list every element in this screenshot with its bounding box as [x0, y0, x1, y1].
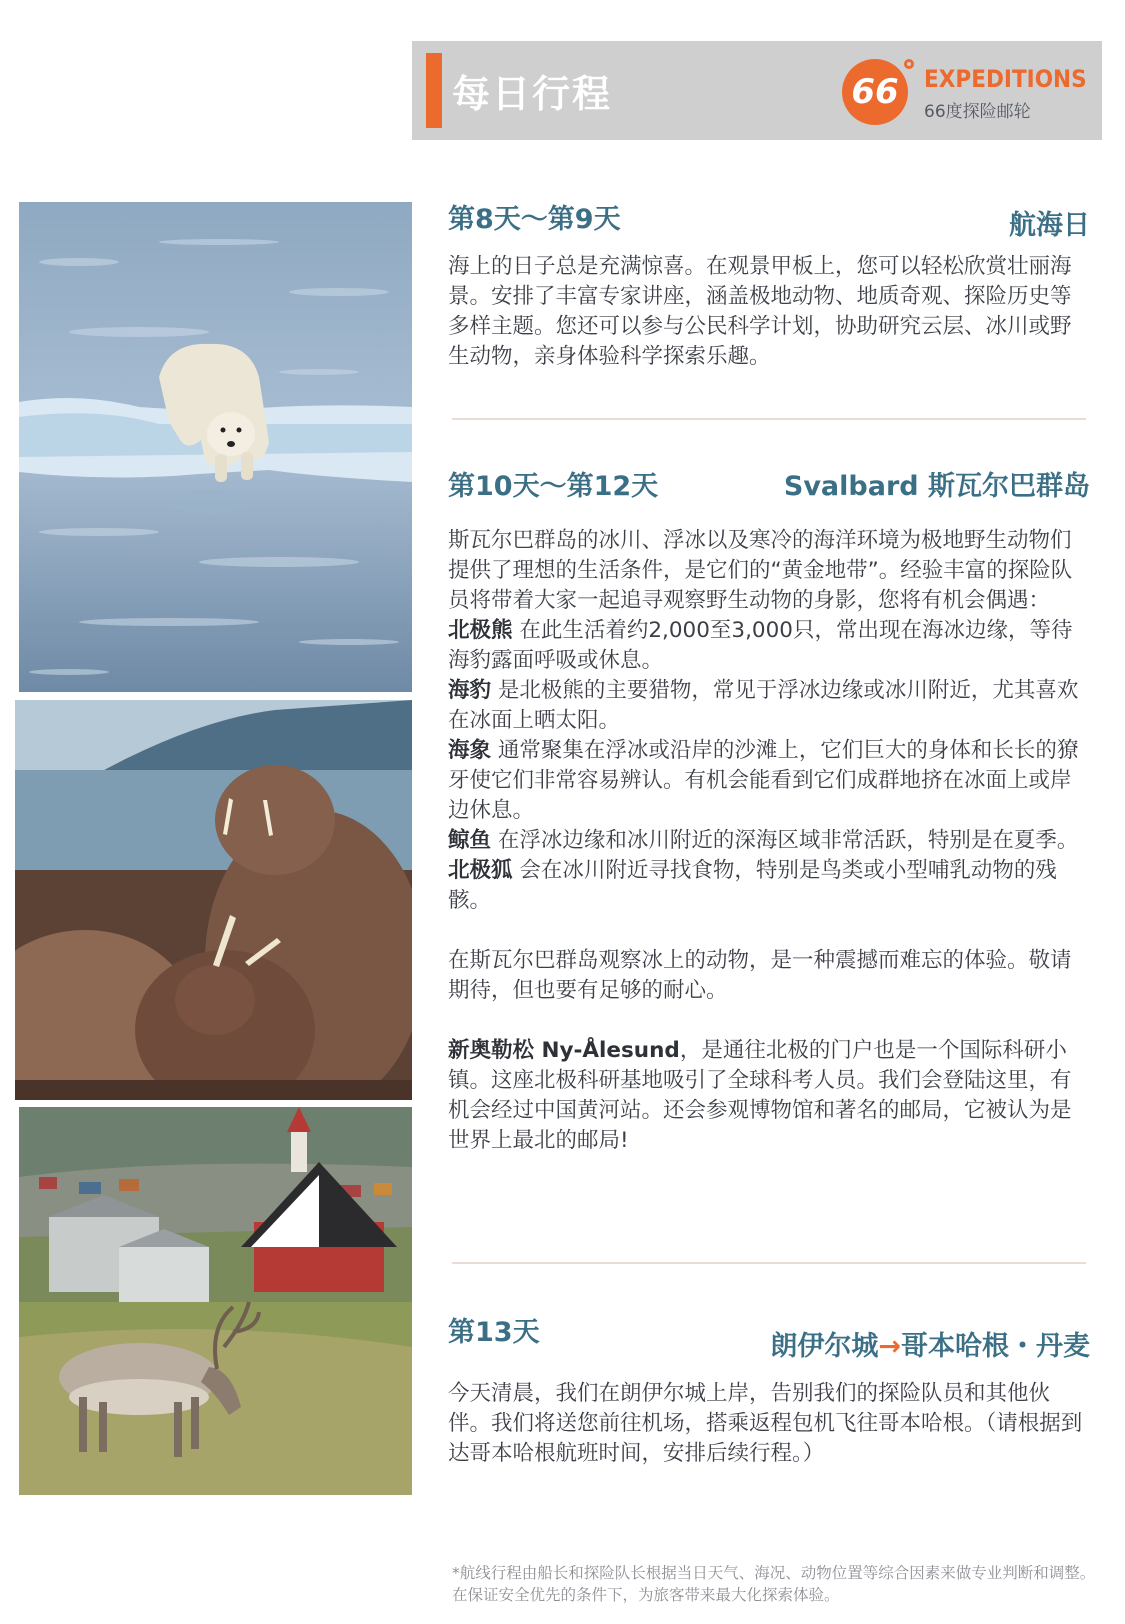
footnote: *航线行程由船长和探险队长根据当日天气、海况、动物位置等综合因素来做专业判断和调整。在保证安全优先的条件下，为旅客带来最大化探索体验。 [452, 1564, 1096, 1604]
brand-name: EXPEDITIONS [924, 65, 1087, 93]
nyalesund-text: 新奥勒松 Ny-Ålesund，是通往北极的门户也是一个国际科研小镇。这座北极科研基地吸引了全球科考人员。我们会登陆这里，有机会经过中国黄河站。还会参观博物馆和著名的邮局，它被认为是世界上最北的邮局! [448, 1038, 1072, 1153]
nyalesund-name: 新奥勒松 Ny-Ålesund [448, 1038, 680, 1063]
polar-bear-photo [19, 202, 412, 692]
animal-item [448, 616, 1090, 676]
reindeer-town-photo [19, 1107, 412, 1495]
day-range: 第13天 [448, 1317, 540, 1348]
animal-name: 鲸鱼 [448, 828, 492, 853]
section-divider [452, 1262, 1086, 1264]
header-accent-bar [426, 53, 442, 128]
section-divider [452, 418, 1086, 420]
animal-item [448, 826, 1090, 856]
destination: Svalbard 斯瓦尔巴群岛 [783, 471, 1090, 502]
animal-name: 海象 [448, 738, 492, 763]
animal-desc: 在此生活着约2,000至3,000只，常出现在海冰边缘，等待海豹露面呼吸或休息。 [448, 618, 1073, 673]
degree-icon [904, 59, 914, 69]
day-range: 第10天～第12天 [448, 471, 659, 502]
destination: 航海日 [1009, 210, 1090, 241]
section-day8-9-heading [448, 197, 1090, 241]
logo-mark: 66 [842, 59, 908, 125]
animal-desc: 通常聚集在浮冰或沿岸的沙滩上，它们巨大的身体和长长的獠牙使它们非常容易辨认。有机会能看到它们成群地挤在冰面上或岸边休息。 [448, 738, 1079, 823]
animal-desc: 是北极熊的主要猎物，常见于浮冰边缘或冰川附近，尤其喜欢在冰面上晒太阳。 [448, 678, 1079, 733]
arrow-icon: → [878, 1331, 901, 1362]
section-day8-9-body: 海上的日子总是充满惊喜。在观景甲板上，您可以轻松欣赏壮丽海景。安排了丰富专家讲座，涵盖极地动物、地质奇观、探险历史等多样主题。您还可以参与公民科学计划，协助研究云层、冰川或野生动物，亲身体验科学探索乐趣。 [448, 254, 1072, 369]
page-header [412, 41, 1102, 140]
section-day10-12-heading [448, 464, 1090, 504]
page-title: 每日行程 [452, 72, 613, 116]
animal-name: 北极狐 [448, 858, 513, 883]
brand-logo [842, 57, 1087, 127]
intro-text: 斯瓦尔巴群岛的冰川、浮冰以及寒冷的海洋环境为极地野生动物们提供了理想的生活条件，是它们的“黄金地带”。经验丰富的探险队员将带着大家一起追寻观察野生动物的身影，您将有机会偶遇： [448, 528, 1073, 613]
animal-desc: 会在冰川附近寻找食物，特别是鸟类或小型哺乳动物的残骸。 [448, 858, 1057, 913]
destination: 朗伊尔城→哥本哈根・丹麦 [770, 1331, 1090, 1362]
section-day10-12-body [448, 526, 1090, 1156]
animal-desc: 在浮冰边缘和冰川附近的深海区域非常活跃，特别是在夏季。 [491, 828, 1079, 853]
walrus-photo [15, 700, 412, 1100]
day-range: 第8天～第9天 [448, 204, 621, 235]
animal-item [448, 676, 1090, 736]
animal-item [448, 856, 1090, 916]
section-day13-body: 今天清晨，我们在朗伊尔城上岸，告别我们的探险队员和其他伙伴。我们将送您前往机场，搭乘返程包机飞往哥本哈根。（请根据到达哥本哈根航班时间，安排后续行程。） [448, 1381, 1083, 1466]
animal-item [448, 736, 1090, 826]
brand-subtitle: 66度探险邮轮 [924, 102, 1031, 122]
section-day13-heading [448, 1310, 1090, 1362]
animal-name: 北极熊 [448, 618, 513, 643]
outro-text: 在斯瓦尔巴群岛观察冰上的动物，是一种震撼而难忘的体验。敬请期待，但也要有足够的耐心。 [448, 948, 1072, 1003]
animal-name: 海豹 [448, 678, 492, 703]
